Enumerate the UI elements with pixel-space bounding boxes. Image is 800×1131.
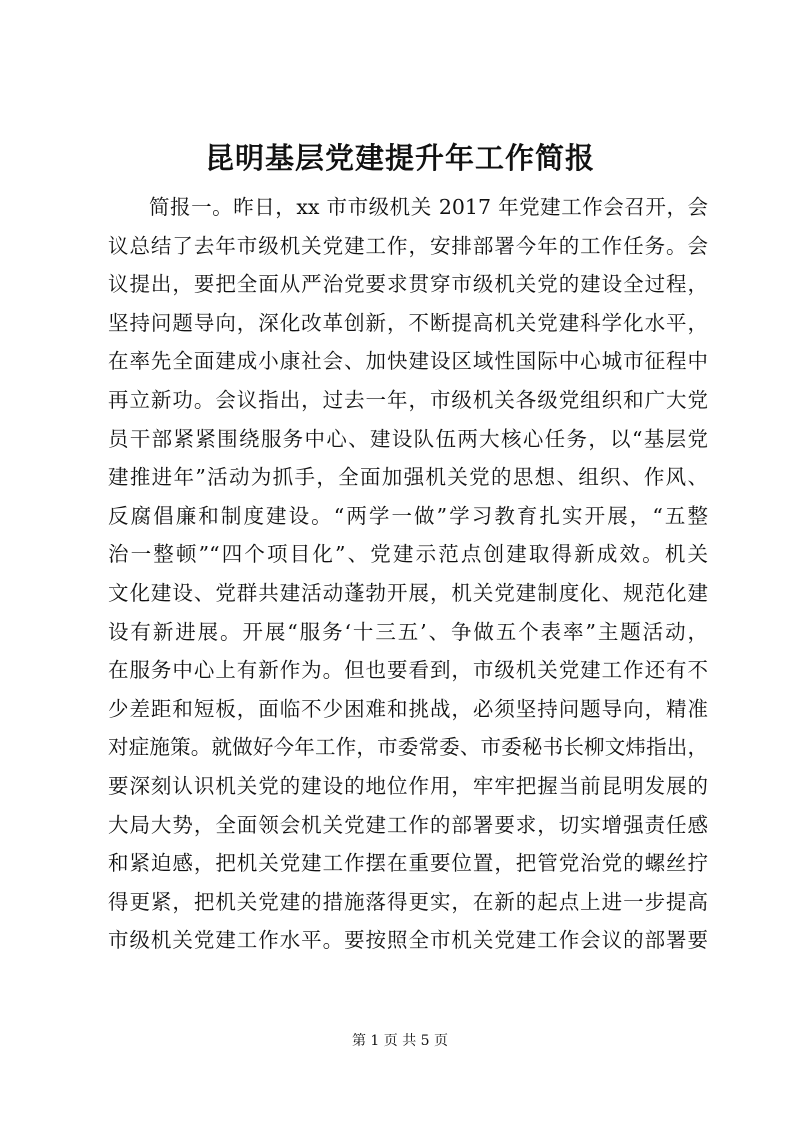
body-line: 在服务中心上有新作为。但也要看到，市级机关党建工作还有不: [108, 658, 708, 683]
body-line: 得更紧，把机关党建的措施落得更实，在新的起点上进一步提高: [108, 889, 708, 914]
body-line: 设有新进展。开展“服务‘十三五’、争做五个表率”主题活动，: [108, 619, 708, 644]
body-line: 要深刻认识机关党的建设的地位作用，牢牢把握当前昆明发展的: [108, 773, 708, 798]
body-line: 坚持问题导向，深化改革创新，不断提高机关党建科学化水平，: [108, 310, 708, 335]
body-line: 再立新功。会议指出，过去一年，市级机关各级党组织和广大党: [108, 387, 708, 412]
body-line: 文化建设、党群共建活动蓬勃开展，机关党建制度化、规范化建: [108, 580, 708, 605]
body-line: 反腐倡廉和制度建设。“两学一做”学习教育扎实开展，“五整: [108, 503, 708, 528]
body-line: 员干部紧紧围绕服务中心、建设队伍两大核心任务，以“基层党: [108, 426, 708, 451]
body-line: 少差距和短板，面临不少困难和挑战，必须坚持问题导向，精准: [108, 696, 708, 721]
body-line: 简报一。昨日，xx 市市级机关 2017 年党建工作会召开，会: [149, 195, 708, 219]
body-line: 议提出，要把全面从严治党要求贯穿市级机关党的建设全过程，: [108, 272, 708, 297]
body-line: 治一整顿”“四个项目化”、党建示范点创建取得新成效。机关: [108, 542, 708, 567]
body-line: 对症施策。就做好今年工作，市委常委、市委秘书长柳文炜指出，: [108, 735, 708, 760]
body-line: 建推进年”活动为抓手，全面加强机关党的思想、组织、作风、: [108, 465, 708, 490]
body-line: 和紧迫感，把机关党建工作摆在重要位置，把管党治党的螺丝拧: [108, 851, 708, 876]
document-title: 昆明基层党建提升年工作简报: [204, 141, 595, 175]
body-line: 市级机关党建工作水平。要按照全市机关党建工作会议的部署要: [108, 928, 708, 953]
body-line: 大局大势，全面领会机关党建工作的部署要求，切实增强责任感: [108, 812, 708, 837]
document-body: [108, 188, 708, 960]
body-line: 议总结了去年市级机关党建工作，安排部署今年的工作任务。会: [108, 233, 708, 258]
page-number-footer: 第 1 页 共 5 页: [351, 1033, 449, 1049]
body-line: 在率先全面建成小康社会、加快建设区域性国际中心城市征程中: [108, 349, 708, 374]
